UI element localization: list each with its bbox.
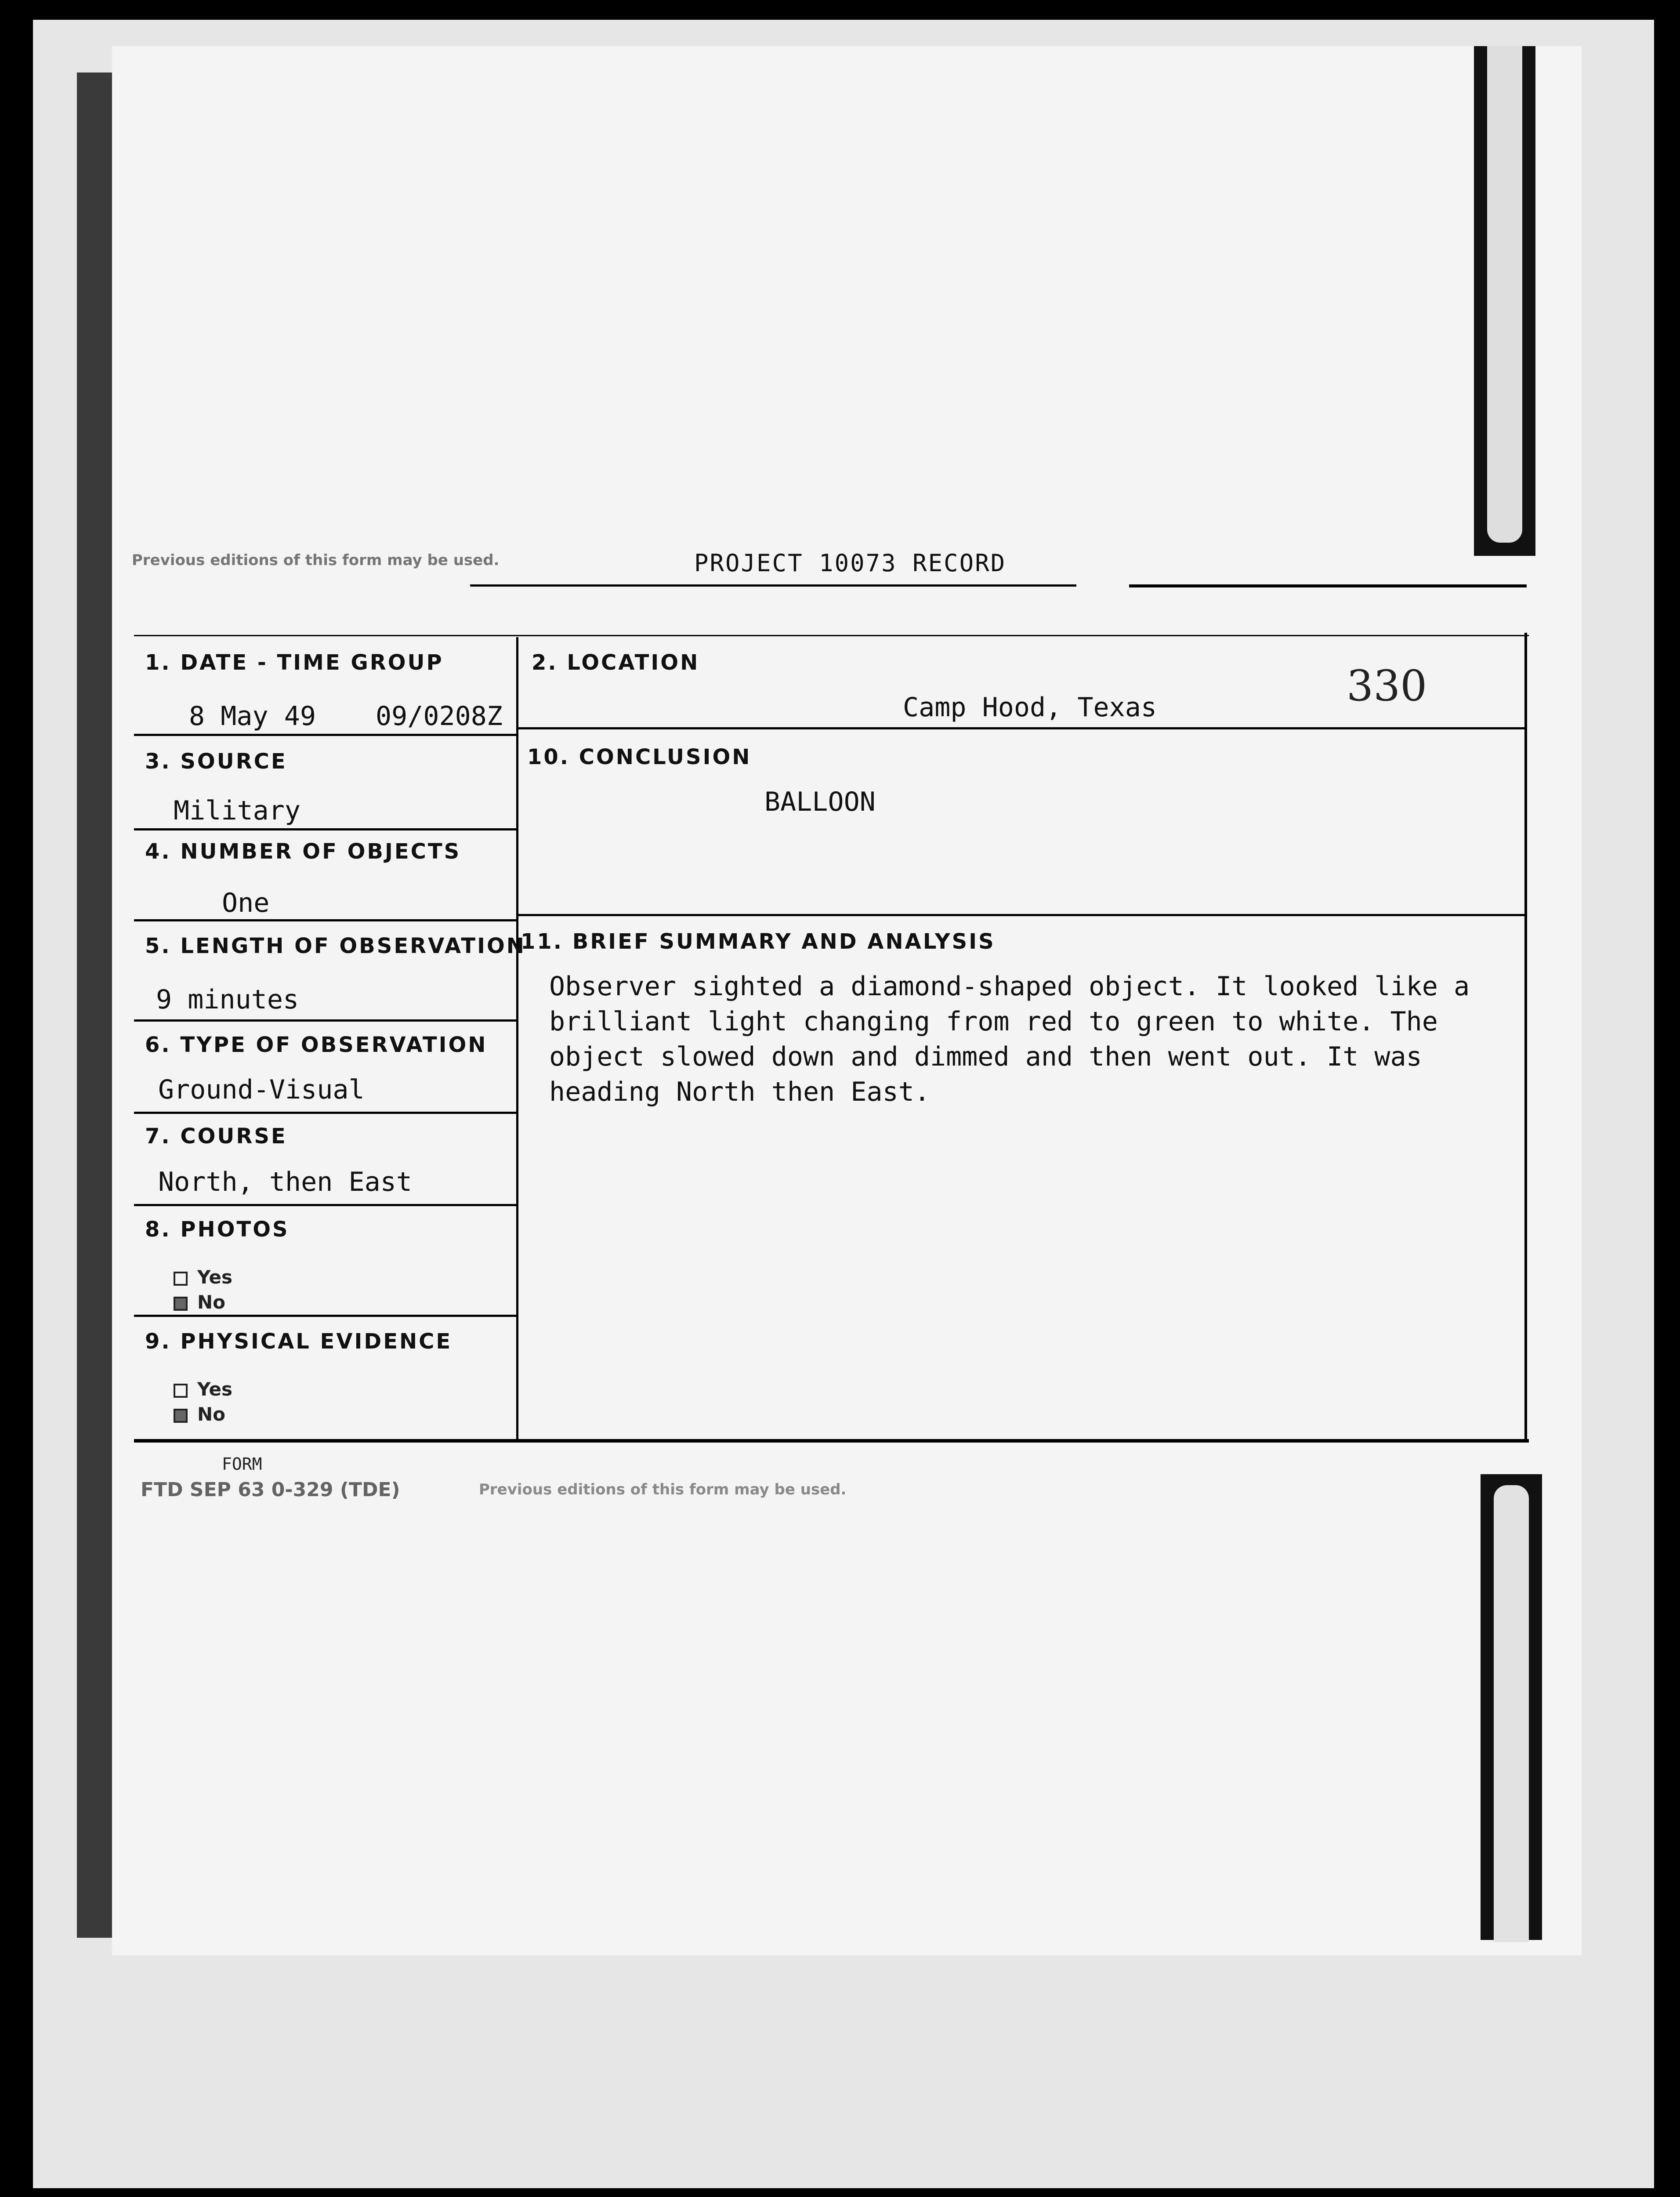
physical-evidence-yes-checkbox[interactable]: [174, 1384, 188, 1398]
course-label: 7. COURSE: [145, 1124, 287, 1149]
location-label: 2. LOCATION: [532, 650, 700, 675]
project-record-form: [127, 549, 1529, 1501]
footer-form-id: FTD SEP 63 0-329 (TDE): [141, 1479, 400, 1501]
date-time-label: 1. DATE - TIME GROUP: [145, 650, 444, 675]
summary-line: brilliant light changing from red to green to white. The: [549, 1006, 1438, 1037]
source-label: 3. SOURCE: [145, 749, 287, 774]
physical-evidence-no-checkbox[interactable]: [174, 1409, 188, 1423]
physical-evidence-label: 9. PHYSICAL EVIDENCE: [145, 1329, 453, 1354]
conclusion-value: BALLOON: [764, 787, 876, 817]
number-of-objects-value: One: [222, 888, 270, 918]
date-value: 8 May 49: [189, 701, 316, 732]
right-border: [1524, 633, 1527, 1441]
row-divider-2: [134, 828, 518, 830]
summary-line: Observer sighted a diamond-shaped object. It looked like a: [549, 971, 1470, 1002]
bottom-border: [134, 1439, 1529, 1443]
film-strip-bottom: [1481, 1474, 1542, 1940]
top-cut-footer-text: Previous editions of this form may be used.: [132, 551, 500, 569]
length-of-observation-value: 9 minutes: [156, 984, 299, 1015]
top-border: [134, 635, 1529, 636]
summary-line: object slowed down and dimmed and then went out. It was: [549, 1041, 1422, 1072]
photos-yes-option[interactable]: [174, 1266, 232, 1288]
photos-options: [174, 1266, 232, 1313]
row-divider-5: [134, 1112, 518, 1114]
conclusion-label: 10. CONCLUSION: [527, 745, 752, 769]
column-divider: [516, 637, 518, 1441]
row-divider-4: [134, 1019, 518, 1022]
photos-no-text: No: [197, 1291, 226, 1313]
row-divider-conclusion: [518, 914, 1527, 916]
photos-label: 8. PHOTOS: [145, 1217, 290, 1242]
header-rule-center: [470, 584, 1076, 587]
row-divider-7: [134, 1315, 518, 1317]
number-of-objects-label: 4. NUMBER OF OBJECTS: [145, 839, 461, 864]
header-rule-right: [1129, 584, 1527, 587]
time-value: 09/0208Z: [376, 701, 503, 732]
row-divider-1: [134, 734, 518, 736]
physical-evidence-yes-option[interactable]: [174, 1378, 232, 1400]
summary-text: [549, 969, 1470, 1109]
handwritten-page-number: 330: [1347, 661, 1427, 711]
row-divider-location: [518, 727, 1527, 729]
photos-yes-checkbox[interactable]: [174, 1272, 188, 1286]
footer-form-word: FORM: [222, 1454, 262, 1474]
physical-evidence-yes-text: Yes: [197, 1378, 233, 1400]
type-of-observation-value: Ground-Visual: [158, 1074, 365, 1105]
location-value: Camp Hood, Texas: [903, 692, 1157, 723]
film-strip-top: [1474, 46, 1535, 556]
photos-no-checkbox[interactable]: [174, 1297, 188, 1311]
length-of-observation-label: 5. LENGTH OF OBSERVATION: [145, 934, 526, 958]
type-of-observation-label: 6. TYPE OF OBSERVATION: [145, 1033, 488, 1057]
physical-evidence-no-text: No: [197, 1403, 226, 1425]
form-header: PROJECT 10073 RECORD: [694, 549, 1007, 577]
summary-label: 11. BRIEF SUMMARY AND ANALYSIS: [521, 929, 996, 954]
physical-evidence-options: [174, 1378, 232, 1425]
physical-evidence-no-option[interactable]: [174, 1403, 232, 1425]
course-value: North, then East: [158, 1167, 412, 1197]
footer-previous-editions: Previous editions of this form may be used.: [479, 1481, 847, 1498]
photos-yes-text: Yes: [197, 1266, 233, 1288]
summary-line: heading North then East.: [549, 1077, 930, 1107]
source-value: Military: [174, 795, 301, 826]
row-divider-6: [134, 1204, 518, 1206]
photos-no-option[interactable]: [174, 1291, 232, 1313]
row-divider-3: [134, 919, 518, 921]
